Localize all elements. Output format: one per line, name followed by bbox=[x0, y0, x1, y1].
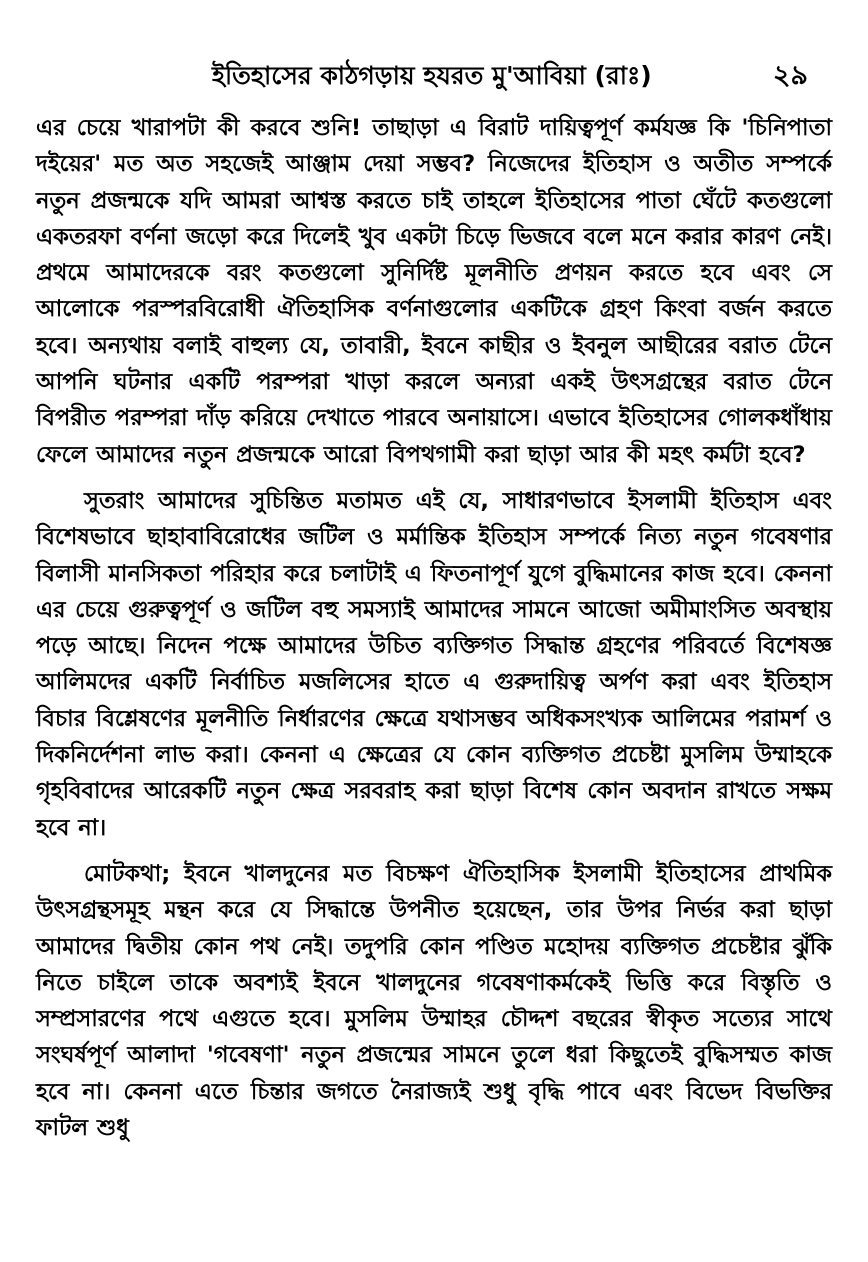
running-title: ইতিহাসের কাঠগড়ায় হযরত মু'আবিয়া (রাঃ) bbox=[212, 61, 652, 90]
page-number: ২৯ bbox=[772, 60, 808, 91]
page-body bbox=[36, 110, 832, 1146]
paragraph-2: সুতরাং আমাদের সুচিন্তিত মতামত এই যে, সাধারণভাবে ইসলামী ইতিহাস এবং বিশেষভাবে ছাহাবাবিরোধের জটিল ও মর্মান্তিক ইতিহাস সম্পর্কে নিত্য নতুন গবেষণার বিলাসী মানসিকতা পরিহার করে চলাটাই এ ফিতনাপূর্ণ যুগে বুদ্ধিমানের কাজ হবে। কেননা এর চেয়ে গুরুত্বপূর্ণ ও জটিল বহু সমস্যাই আমাদের সামনে আজো অমীমাংসিত অবস্থায় পড়ে আছে। নিদেন পক্ষে আমাদের উচিত ব্যক্তিগত সিদ্ধান্ত গ্রহণের পরিবর্তে বিশেষজ্ঞ আলিমদের একটি নির্বাচিত মজলিসের হাতে এ গুরুদায়িত্ব অর্পণ করা এবং ইতিহাস বিচার বিশ্লেষণের মূলনীতি নির্ধারণের ক্ষেত্রে যথাসম্ভব অধিকসংখ্যক আলিমের পরামর্শ ও দিকনির্দেশনা লাভ করা। কেননা এ ক্ষেত্রের যে কোন ব্যক্তিগত প্রচেষ্টা মুসলিম উম্মাহকে গৃহবিবাদের আরেকটি নতুন ক্ষেত্র সরবরাহ করা ছাড়া বিশেষ কোন অবদান রাখতে সক্ষম হবে না। bbox=[36, 487, 832, 841]
paragraph-3: মোটকথা; ইবনে খালদুনের মত বিচক্ষণ ঐতিহাসিক ইসলামী ইতিহাসের প্রাথমিক উৎসগ্রন্থসমূহ মন্থন করে যে সিদ্ধান্তে উপনীত হয়েছেন, তার উপর নির্ভর করা ছাড়া আমাদের দ্বিতীয় কোন পথ নেই। তদুপরি কোন পণ্ডিত মহোদয় ব্যক্তিগত প্রচেষ্টার ঝুঁকি নিতে চাইলে তাকে অবশ্যই ইবনে খালদুনের গবেষণাকর্মকেই ভিত্তি করে বিস্তৃতি ও সম্প্রসারণের পথে এগুতে হবে। মুসলিম উম্মাহর চৌদ্দশ বছরের স্বীকৃত সত্যের সাথে সংঘর্ষপূর্ণ আলাদা 'গবেষণা' নতুন প্রজন্মের সামনে তুলে ধরা কিছুতেই বুদ্ধিসম্মত কাজ হবে না। কেননা এতে চিন্তার জগতে নৈরাজ্যই শুধু বৃদ্ধি পাবে এবং বিভেদ বিভক্তির ফাটল শুধু bbox=[36, 860, 832, 1142]
paragraph-1: এর চেয়ে খারাপটা কী করবে শুনি! তাছাড়া এ বিরাট দায়িত্বপূর্ণ কর্মযজ্ঞ কি 'চিনিপাতা দইয়ের' মত অত সহজেই আঞ্জাম দেয়া সম্ভব? নিজেদের ইতিহাস ও অতীত সম্পর্কে নতুন প্রজন্মকে যদি আমরা আশ্বস্ত করতে চাই তাহলে ইতিহাসের পাতা ঘেঁটে কতগুলো একতরফা বর্ণনা জড়ো করে দিলেই খুব একটা চিড়ে ভিজবে বলে মনে করার কারণ নেই। প্রথমে আমাদেরকে বরং কতগুলো সুনির্দিষ্ট মূলনীতি প্রণয়ন করতে হবে এবং সে আলোকে পরস্পরবিরোধী ঐতিহাসিক বর্ণনাগুলোর একটিকে গ্রহণ কিংবা বর্জন করতে হবে। অন্যথায় বলাই বাহুল্য যে, তাবারী, ইবনে কাছীর ও ইবনুল আছীরের বরাত টেনে আপনি ঘটনার একটি পরম্পরা খাড়া করলে অন্যরা একই উৎসগ্রন্থের বরাত টেনে বিপরীত পরম্পরা দাঁড় করিয়ে দেখাতে পারবে অনায়াসে। এভাবে ইতিহাসের গোলকধাঁধায় ফেলে আমাদের নতুন প্রজন্মকে আরো বিপথগামী করা ছাড়া আর কী মহৎ কর্মটা হবে? bbox=[36, 115, 832, 468]
running-header bbox=[0, 56, 868, 96]
